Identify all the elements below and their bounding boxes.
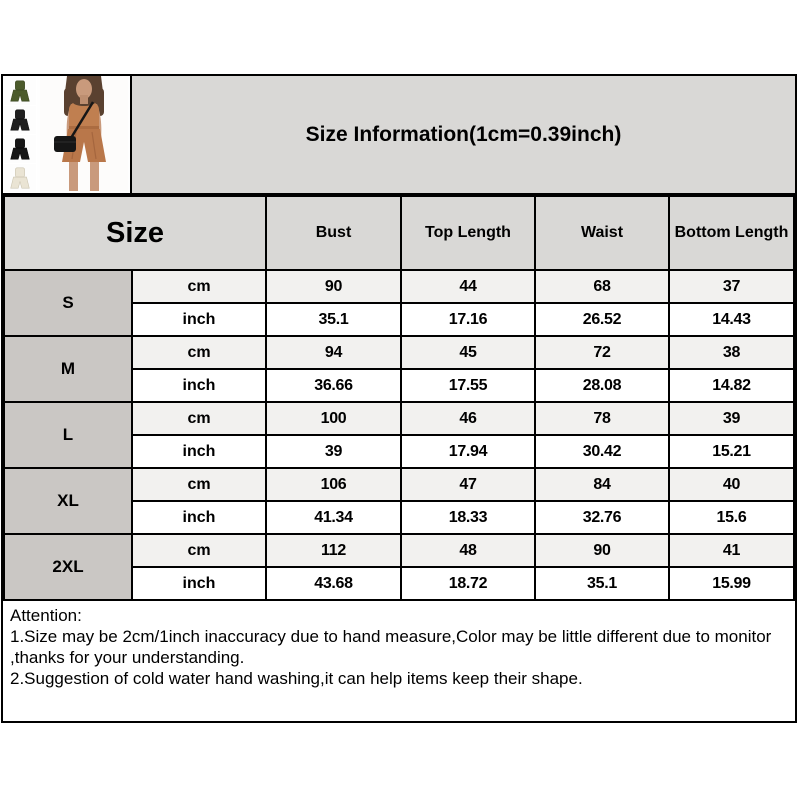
- unit-label-inch: inch: [132, 369, 266, 402]
- thumbnail-black-colorway: [4, 106, 36, 134]
- unit-label-inch: inch: [132, 435, 266, 468]
- value-cell: 36.66: [266, 369, 401, 402]
- header-row: [3, 76, 795, 195]
- unit-label-cm: cm: [132, 534, 266, 567]
- attention-note: 1.Size may be 2cm/1inch inaccuracy due to hand measure,Color may be little different due to monitor ,thanks for your understanding.: [10, 627, 772, 667]
- value-cell: 72: [535, 336, 669, 369]
- value-cell: 18.33: [401, 501, 535, 534]
- value-cell: 32.76: [535, 501, 669, 534]
- size-table: [3, 195, 795, 601]
- value-cell: 37: [669, 270, 794, 303]
- thumbnail-army-green-colorway: [4, 77, 36, 105]
- value-cell: 47: [401, 468, 535, 501]
- size-label-l: L: [4, 402, 132, 468]
- value-cell: 106: [266, 468, 401, 501]
- unit-label-inch: inch: [132, 303, 266, 336]
- unit-label-inch: inch: [132, 501, 266, 534]
- table-row-2xl-cm: [4, 534, 794, 567]
- value-cell: 112: [266, 534, 401, 567]
- value-cell: 14.43: [669, 303, 794, 336]
- value-cell: 26.52: [535, 303, 669, 336]
- size-label-s: S: [4, 270, 132, 336]
- value-cell: 38: [669, 336, 794, 369]
- product-photo: [37, 76, 130, 193]
- column-header-bust: Bust: [266, 196, 401, 270]
- attention-note: 2.Suggestion of cold water hand washing,it can help items keep their shape.: [10, 669, 583, 688]
- thumbnail-dark-black-colorway: [4, 135, 36, 163]
- value-cell: 84: [535, 468, 669, 501]
- value-cell: 41: [669, 534, 794, 567]
- size-label-m: M: [4, 336, 132, 402]
- unit-label-cm: cm: [132, 270, 266, 303]
- value-cell: 17.16: [401, 303, 535, 336]
- column-header-row: [4, 196, 794, 270]
- value-cell: 43.68: [266, 567, 401, 600]
- value-cell: 68: [535, 270, 669, 303]
- value-cell: 48: [401, 534, 535, 567]
- value-cell: 46: [401, 402, 535, 435]
- table-row-l-cm: [4, 402, 794, 435]
- colorway-thumbnails: [3, 76, 37, 193]
- column-header-top-length: Top Length: [401, 196, 535, 270]
- value-cell: 39: [669, 402, 794, 435]
- unit-label-cm: cm: [132, 336, 266, 369]
- size-label-2xl: 2XL: [4, 534, 132, 600]
- value-cell: 41.34: [266, 501, 401, 534]
- table-row-xl-cm: [4, 468, 794, 501]
- product-image-cell: [3, 76, 132, 193]
- unit-label-cm: cm: [132, 402, 266, 435]
- size-column-header: Size: [4, 196, 266, 270]
- value-cell: 28.08: [535, 369, 669, 402]
- value-cell: 15.99: [669, 567, 794, 600]
- model-illustration: [39, 76, 129, 191]
- table-row-s-cm: [4, 270, 794, 303]
- value-cell: 100: [266, 402, 401, 435]
- thumbnail-cream-colorway: [4, 164, 36, 192]
- value-cell: 15.21: [669, 435, 794, 468]
- value-cell: 18.72: [401, 567, 535, 600]
- value-cell: 15.6: [669, 501, 794, 534]
- value-cell: 94: [266, 336, 401, 369]
- table-row-m-cm: [4, 336, 794, 369]
- size-label-xl: XL: [4, 468, 132, 534]
- value-cell: 44: [401, 270, 535, 303]
- value-cell: 35.1: [535, 567, 669, 600]
- value-cell: 17.94: [401, 435, 535, 468]
- value-cell: 39: [266, 435, 401, 468]
- unit-label-cm: cm: [132, 468, 266, 501]
- value-cell: 30.42: [535, 435, 669, 468]
- value-cell: 40: [669, 468, 794, 501]
- attention-heading: Attention:: [10, 606, 82, 625]
- attention-section: [3, 601, 795, 721]
- page-title: Size Information(1cm=0.39inch): [132, 76, 795, 193]
- value-cell: 90: [535, 534, 669, 567]
- column-header-bottom-length: Bottom Length: [669, 196, 794, 270]
- column-header-waist: Waist: [535, 196, 669, 270]
- value-cell: 17.55: [401, 369, 535, 402]
- size-chart-sheet: [1, 74, 797, 723]
- value-cell: 45: [401, 336, 535, 369]
- value-cell: 78: [535, 402, 669, 435]
- unit-label-inch: inch: [132, 567, 266, 600]
- size-table-body: [4, 270, 794, 600]
- value-cell: 90: [266, 270, 401, 303]
- value-cell: 35.1: [266, 303, 401, 336]
- value-cell: 14.82: [669, 369, 794, 402]
